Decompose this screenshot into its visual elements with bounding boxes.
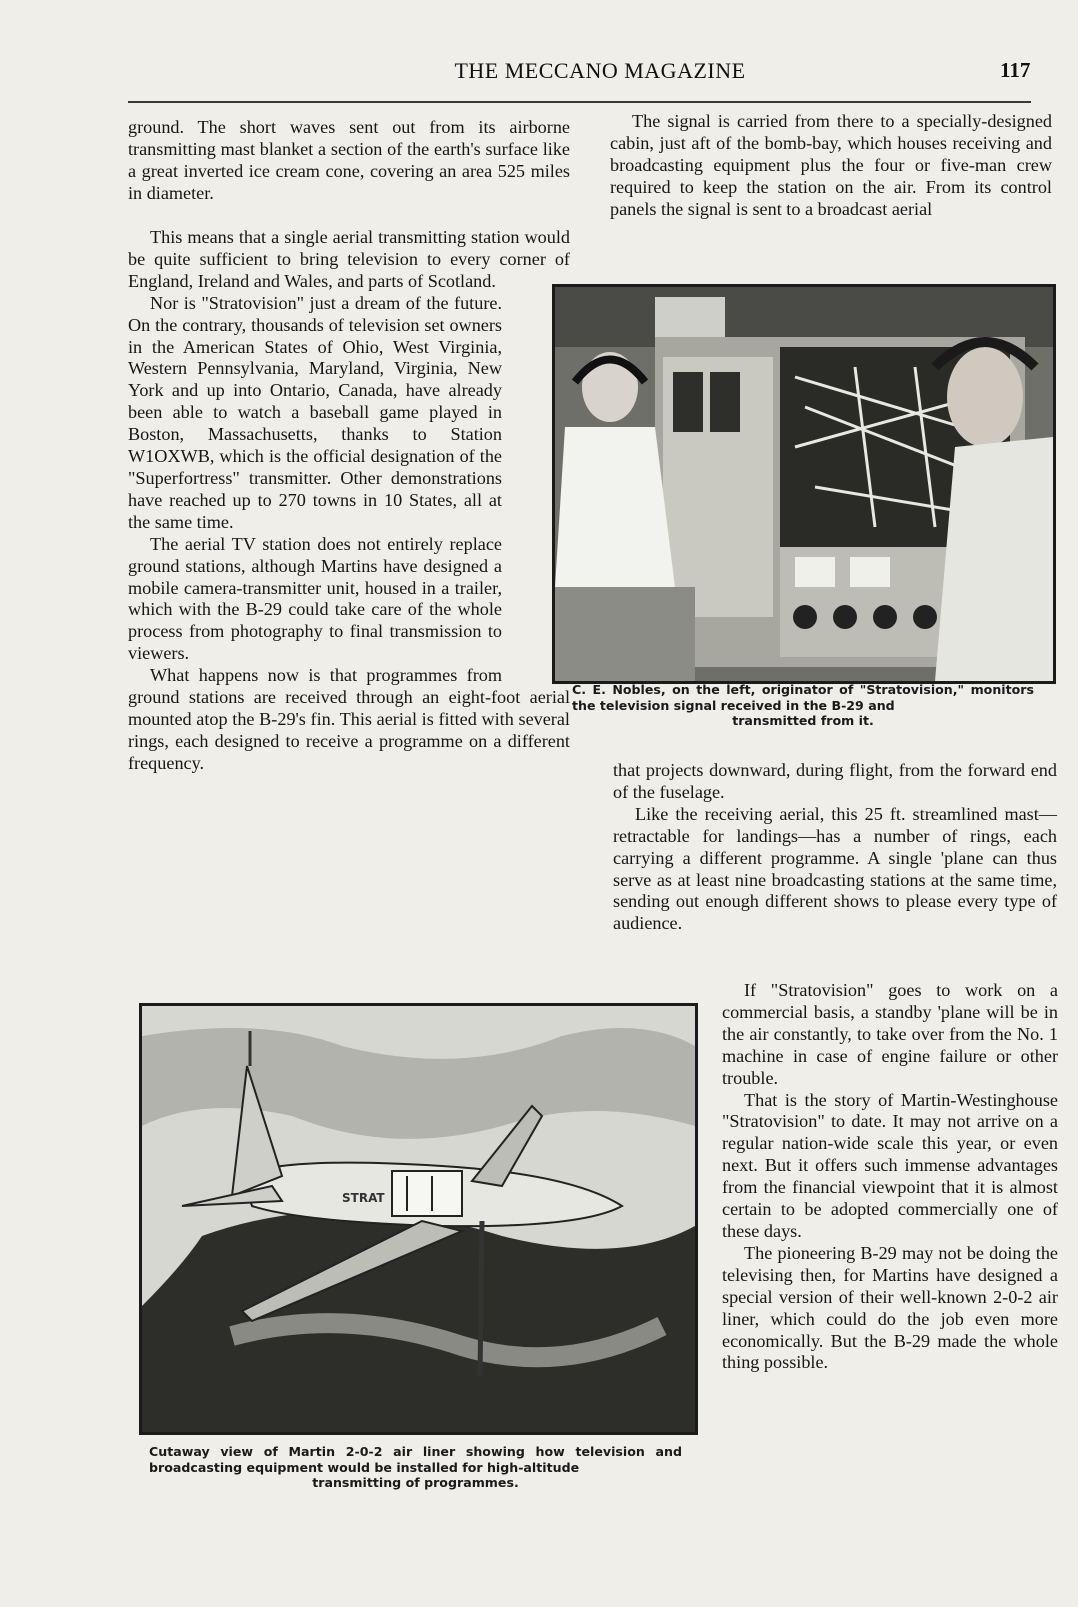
paragraph: The pioneering B-29 may not be doing the televising then, for Martins have designed a special version of their well-known 2-0-2 air liner, which could do the job even more economically. But the B-29 made the whole thing possible. [722,1242,1058,1373]
page-number: 117 [1000,58,1031,82]
paragraph: that projects downward, during flight, from the forward end of the fuselage. [613,760,1057,802]
illustration-caption [149,1444,682,1491]
photo-caption [572,682,1034,729]
illustration-caption-text: Cutaway view of Martin 2-0-2 air liner showing how television and broadcasting equipment would be installed for high-altitude [149,1444,682,1475]
magazine-title: THE MECCANO MAGAZINE [454,58,746,83]
airliner-cutaway-illustration [139,1003,698,1435]
airliner-drawing [142,1006,695,1432]
paragraph: That is the story of Martin-Westinghouse "Stratovision" to date. It may not arrive on a regular nation-wide scale this year, or even next. But it offers such immense advantages from the financial viewpoint that it is almost certain to be adopted commercially one of these days. [722,1089,1058,1241]
paragraph: Nor is "Stratovision" just a dream of the future. On the contrary, thousands of television set owners in the American States of Ohio, West Virginia, Western Pennsylvania, Maryland, Virginia, New York and up into Ontario, Canada, have already been able to watch a baseball game played in Boston, Massachusetts, thanks to Station W1OXWB, which is the official designation of the "Superfortress" transmitter. Other demonstrations have reached up to 270 towns in 10 States, all at the same time. [128,292,502,532]
left-column-body [128,227,570,775]
aircraft-marking: STRAT [342,1191,385,1205]
header-rule [128,101,1031,103]
control-panel-illustration [555,287,1053,681]
control-panel-photo [552,284,1056,684]
right-column-top [610,111,1052,221]
paragraph: Like the receiving aerial, this 25 ft. streamlined mast—retractable for landings—has a number of rings, each carrying a different programme. A single 'plane can thus serve as at least nine broadcasting stations at the same time, sending out enough different shows to please every type of audience. [613,803,1057,934]
photo-caption-text: C. E. Nobles, on the left, originator of "Stratovision," monitors the television signal received in the B-29 and [572,682,1034,713]
paragraph: The aerial TV station does not entirely replace ground stations, although Martins have designed a mobile camera-transmitter unit, housed in a trailer, which with the B-29 could take care of the whole process from photography to final transmission to viewers. [128,533,502,664]
paragraph: What happens now is that programmes from ground stations are received through an eight-foot aerial mounted atop the B-29's fin. This aerial is fitted with several rings, each designed to receive a programme on a different frequency. [128,665,570,773]
paragraph: This means that a single aerial transmitting station would be quite sufficient to bring television to every corner of England, Ireland and Wales, and parts of Scotland. [128,227,570,291]
right-column-bottom [722,980,1058,1374]
paragraph: If "Stratovision" goes to work on a commercial basis, a standby 'plane will be in the air constantly, to take over from the No. 1 machine in case of engine failure or other trouble. [722,980,1058,1088]
paragraph: The signal is carried from there to a specially-designed cabin, just aft of the bomb-bay, which houses receiving and broadcasting equipment plus the four or five-man crew required to keep the station on the air. From its control panels the signal is sent to a broadcast aerial [610,111,1052,219]
paragraph: ground. The short waves sent out from its airborne transmitting mast blanket a section of the earth's surface like a great inverted ice cream cone, covering an area 525 miles in diameter. [128,117,570,203]
left-column-top [128,117,570,205]
right-column-middle [613,760,1057,935]
illustration-caption-last-line: transmitting of programmes. [312,1475,519,1490]
photo-caption-last-line: transmitted from it. [732,713,874,728]
